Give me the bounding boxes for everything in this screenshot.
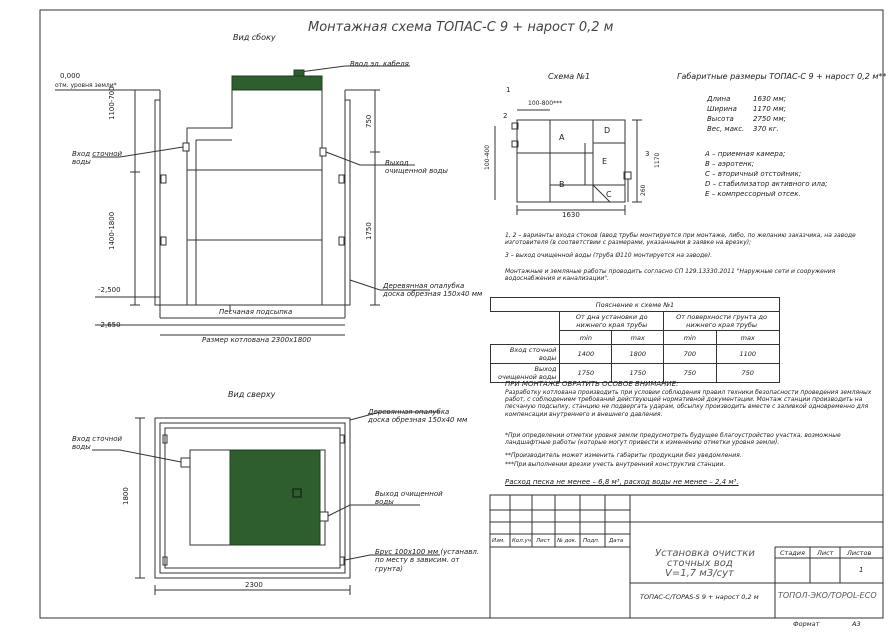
inlet-label-side: Вход сточной воды	[72, 150, 123, 167]
stamp-col-koluch: Кол.уч.	[512, 538, 533, 544]
dim-2300: 2300	[245, 581, 263, 589]
zone-e: E	[602, 157, 608, 166]
table-caption: Пояснение к схеме №1	[491, 298, 780, 312]
row-name: Вход сточной воды	[491, 345, 560, 364]
stamp-col-izm: Изм.	[492, 538, 505, 544]
explanation-table	[490, 297, 780, 383]
note-1: 1, 2 – варианты входа стоков (ввод трубы монтируется при монтаже, либо, по желанию заказчика, на заводе изготовителя (в соответствии с размерами, указанными в заявке на врезку);	[505, 232, 856, 247]
table-cell: 1750	[560, 364, 612, 383]
side-view-heading: Вид сбоку	[233, 33, 276, 42]
table-cell: 1100	[716, 345, 780, 364]
mark-3: 3	[645, 150, 650, 158]
table-min-1: min	[560, 331, 612, 345]
dim-1400-1800: 1400-1800	[108, 211, 116, 250]
table-cell: 700	[664, 345, 716, 364]
stamp-doc: ТОПАС-С/TOPAS-S 9 + нарост 0,2 м	[640, 593, 759, 601]
stamp-format-value: А3	[852, 620, 861, 628]
dim-length-label: Длина	[707, 95, 731, 103]
dim-1100-700: 1100-700	[108, 86, 116, 120]
dim-100-400: 100-400	[484, 144, 491, 170]
table-cell: 750	[664, 364, 716, 383]
dim-750: 750	[365, 114, 373, 128]
dim-length-value: 1630 мм;	[753, 95, 786, 103]
note-3: Монтажные и земляные работы проводить согласно СП 129.13330.2011 "Наружные сети и сооружения водоснабжения и канализации".	[505, 268, 836, 283]
dim-weight-label: Вес, макс.	[707, 125, 745, 133]
stamp-format: Формат	[793, 620, 820, 628]
table-cell: 1800	[612, 345, 664, 364]
table-max-2: max	[716, 331, 780, 345]
page-title: Монтажная схема ТОПАС-С 9 + нарост 0,2 м	[308, 20, 614, 35]
stamp-sheets-value: 1	[859, 566, 864, 574]
mark-1: 1	[506, 86, 511, 94]
attention-heading: ПРИ МОНТАЖЕ ОБРАТИТЬ ОСОБОЕ ВНИМАНИЕ:	[505, 380, 679, 388]
table-col1-header: От дна установки до нижнего края трубы	[560, 312, 664, 331]
stamp-name-l2: сточных вод	[667, 558, 733, 569]
table-max-1: max	[612, 331, 664, 345]
table-min-2: min	[664, 331, 716, 345]
mark-2: 2	[503, 112, 508, 120]
stamp-col-sign: Подп.	[583, 538, 600, 544]
outlet-label-top: Выход очищенной воды	[375, 490, 443, 507]
table-col2-header: От поверхности грунта до нижнего края трубы	[664, 312, 780, 331]
dim-100-800: 100-800***	[528, 100, 563, 107]
sand-bed-label: Песчаная подсыпка	[219, 308, 293, 316]
footnote-1: *При определении отметки уровня земли предусмотреть будущее благоустройство участка, возможные ландшафтные работы (которые могут привести к изменению отметки уровня земли).	[505, 432, 841, 447]
note-2: 3 – выход очищенной воды (труба Ø110 монтируется на заводе).	[505, 252, 713, 259]
dim-1750: 1750	[365, 222, 373, 240]
dim-width-value: 1170 мм;	[753, 105, 786, 113]
row-name: Выход очищенной воды	[491, 364, 560, 383]
zone-b: B	[559, 180, 565, 189]
footnote-3: ***При выполнении врезки учесть внутренний конструктив станции.	[505, 461, 726, 468]
dim-height-label: Высота	[707, 115, 734, 123]
dim-1630: 1630	[562, 211, 580, 219]
stamp-stage: Стадия	[780, 549, 805, 557]
zone-c: C	[606, 190, 612, 199]
table-cell: 1400	[560, 345, 612, 364]
dim-height-value: 2750 мм;	[753, 115, 786, 123]
scheme1-heading: Схема №1	[548, 72, 591, 81]
level-2650: -2,650	[98, 321, 121, 329]
ground-level-value: 0,000	[60, 72, 81, 80]
formwork-label-side: Деревянная опалубка доска обрезная 150х40 мм	[383, 282, 483, 299]
dimensions-heading: Габаритные размеры ТОПАС-С 9 + нарост 0,2 м**	[677, 72, 887, 81]
stamp-col-list: Лист	[536, 538, 550, 544]
beam-label: Брус 100х100 мм (устанавл. по месту в зависим. от грунта)	[375, 548, 480, 573]
dim-260: 260	[640, 184, 647, 196]
legend-c: C – вторичный отстойник;	[705, 170, 802, 178]
stamp-name-l3: V=1,7 м3/сут	[665, 568, 734, 579]
legend-b: B – аэротенк;	[705, 160, 755, 168]
legend-a: А – приемная камера;	[705, 150, 786, 158]
pit-size-label: Размер котлована 2300х1800	[202, 336, 312, 344]
inlet-label-top: Вход сточной воды	[72, 435, 123, 452]
footnote-2: **Производитель может изменить габариты продукции без уведомления.	[505, 452, 742, 459]
tank-top-green	[230, 450, 320, 545]
attention-p1: Разработку котлована производить при условии соблюдения правил техники безопасности проведения земляных работ, с соблюдением требований действующей нормативной документации. Монтаж станции производить на песчаную подсыпку, станцию не подвергать ударам, обсыпку производить вместе с заливкой одновременно для компенсации внутреннего и внешнего давления.	[505, 389, 872, 418]
dim-width-label: Ширина	[707, 105, 737, 113]
stamp-name-l1: Установка очистки	[655, 548, 755, 559]
zone-a: A	[559, 133, 565, 142]
outlet-label-side: Выход очищенной воды	[385, 159, 448, 176]
level-2500: -2,500	[98, 286, 121, 294]
dim-weight-value: 370 кг.	[753, 125, 779, 133]
table-cell: 1750	[612, 364, 664, 383]
stamp-company: ТОПОЛ-ЭКО/TOPOL-ECO	[778, 591, 877, 600]
tank-lid	[232, 70, 322, 90]
dim-1800: 1800	[122, 487, 130, 505]
ground-level-note: отм. уровня земли*	[55, 82, 117, 89]
legend-e: E – компрессорный отсек.	[705, 190, 801, 198]
formwork-label-top: Деревянная опалубка доска обрезная 150х40 мм	[368, 408, 468, 425]
stamp-col-doc: № док.	[557, 538, 577, 544]
dim-1170: 1170	[654, 152, 661, 168]
sand-water-note: Расход песка не менее – 6,8 м³, расход воды не менее – 2,4 м³.	[505, 478, 739, 486]
top-view-heading: Вид сверху	[228, 390, 276, 399]
table-cell: 750	[716, 364, 780, 383]
table-row	[491, 345, 780, 364]
legend-d: D – стабилизатор активного ила;	[705, 180, 828, 188]
cable-input-label: Ввод эл. кабеля	[350, 60, 409, 68]
stamp-sheets: Листов	[847, 549, 872, 557]
stamp-sheet: Лист	[817, 549, 834, 557]
zone-d: D	[604, 126, 611, 135]
stamp-col-date: Дата	[609, 538, 624, 544]
